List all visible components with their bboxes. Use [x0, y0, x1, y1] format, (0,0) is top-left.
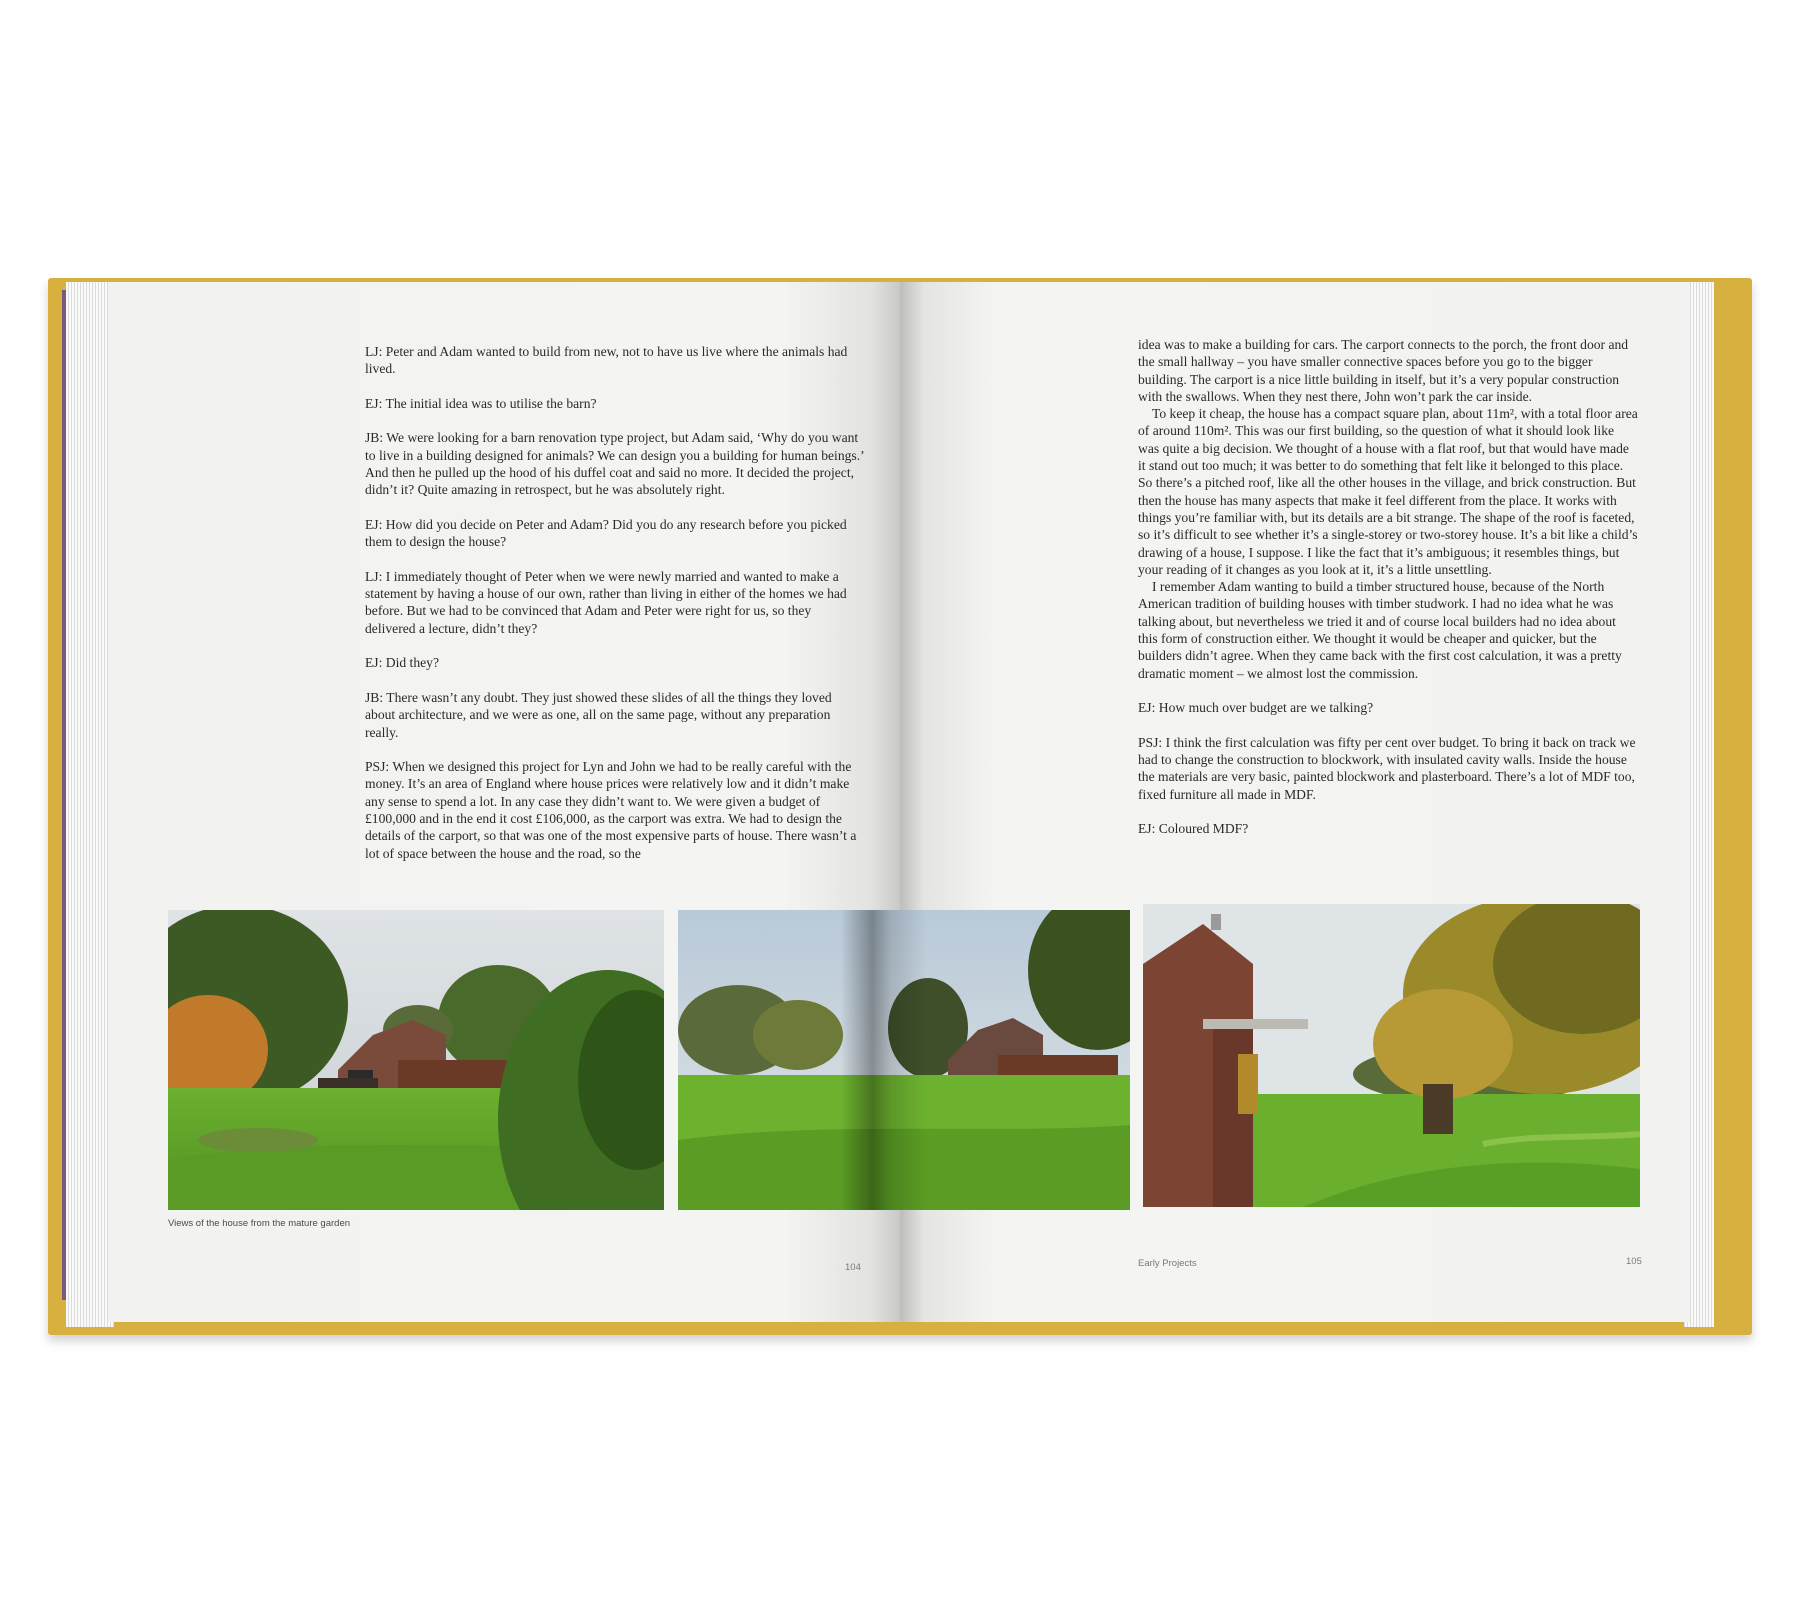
paragraph: PSJ: When we designed this project for Lyn and John we had to be really careful with the money. It’s an area of England where house prices were relatively low and it didn’t make any sense to spend a lot. In any case they didn’t want to. We were given a budget of £100,000 and in the end it cost £106,000, as the carport was extra. We had to design the details of the carport, so that was one of the most expensive parts of house. There wasn’t a lot of space between the house and the road, so the: [365, 759, 857, 861]
paragraph: PSJ: I think the first calculation was fifty per cent over budget. To bring it back on track we had to change the construction to blockwork, with insulated cavity walls. Inside the house the materials are very basic, painted blockwork and plasterboard. There’s a lot of MDF too, fixed furniture all made in MDF.: [1138, 734, 1636, 802]
running-head: Early Projects: [1138, 1258, 1197, 1269]
paragraph: LJ: I immediately thought of Peter when we were newly married and wanted to make a statement by having a house of our own, rather than living in either of the homes we had before. But we had to be convinced that Adam and Peter were right for us, so they delivered a lecture, didn’t they?: [365, 568, 847, 636]
garden-photo-3: [1143, 904, 1640, 1207]
garden-photo-1: [168, 910, 664, 1210]
paragraph: EJ: The initial idea was to utilise the barn?: [365, 395, 597, 411]
paragraph: EJ: How did you decide on Peter and Adam? Did you do any research before you picked them to design the house?: [365, 516, 847, 550]
paragraph: To keep it cheap, the house has a compact square plan, about 11m², with a total floor area of around 110m². This was our first building, so the question of what it should look like was quite a big decision. We thought of a house with a flat roof, but that would have made it stand out too much; it was better to do something that felt like it belonged to this place. So there’s a pitched roof, like all the other houses in the village, and brick construction. But then the house has many aspects that make it feel different from the place. It works with things you’re familiar with, but its details are a bit strange. The shape of the roof is faceted, so it’s difficult to see whether it’s a single-storey or two-storey house. It’s a bit like a child’s drawing of a house, I suppose. I like the fact that it’s ambiguous; it resembles things, but your reading of it changes as you look at it, it’s a little unsettling.: [1138, 406, 1638, 577]
paragraph: EJ: How much over budget are we talking?: [1138, 700, 1374, 716]
paragraph-continuation: idea was to make a building for cars. The carport connects to the porch, the front door and the small hallway – you have smaller connective spaces before you go to the bigger building. The carport is a nice little building in itself, but it’s a very popular construction with the swallows. When they nest there, John won’t park the car inside.: [1138, 337, 1629, 404]
paragraph: EJ: Coloured MDF?: [1138, 821, 1249, 837]
page-edges-left: [66, 282, 114, 1327]
paragraph: JB: There wasn’t any doubt. They just showed these slides of all the things they loved about architecture, and we were as one, all on the same page, without any preparation really.: [365, 689, 832, 740]
right-page-text: [1138, 336, 1638, 855]
left-page-text: [365, 343, 865, 862]
page-number-right: 105: [1626, 1256, 1642, 1267]
paragraph: EJ: Did they?: [365, 655, 439, 671]
photo-caption: Views of the house from the mature garden: [168, 1218, 351, 1229]
paragraph: JB: We were looking for a barn renovation type project, but Adam said, ‘Why do you want to live in a building designed for animals? We can design you a building for human beings.’ And then he pulled up the hood of his duffel coat and said no more. It decided the project, didn’t it? Quite amazing in retrospect, but he was absolutely right.: [365, 430, 864, 498]
paragraph: I remember Adam wanting to build a timber structured house, because of the North American tradition of building houses with timber studwork. I had no idea what he was talking about, but nevertheless we tried it and of course local builders had no idea about this form of construction either. We thought it would be cheaper and quicker, but the builders didn’t agree. When they came back with the first cost calculation, it was a pretty dramatic moment – we almost lost the commission.: [1138, 579, 1622, 681]
garden-photo-2: [678, 910, 1130, 1210]
paragraph: LJ: Peter and Adam wanted to build from new, not to have us live where the animals had lived.: [365, 344, 848, 377]
page-number-left: 104: [845, 1262, 861, 1273]
